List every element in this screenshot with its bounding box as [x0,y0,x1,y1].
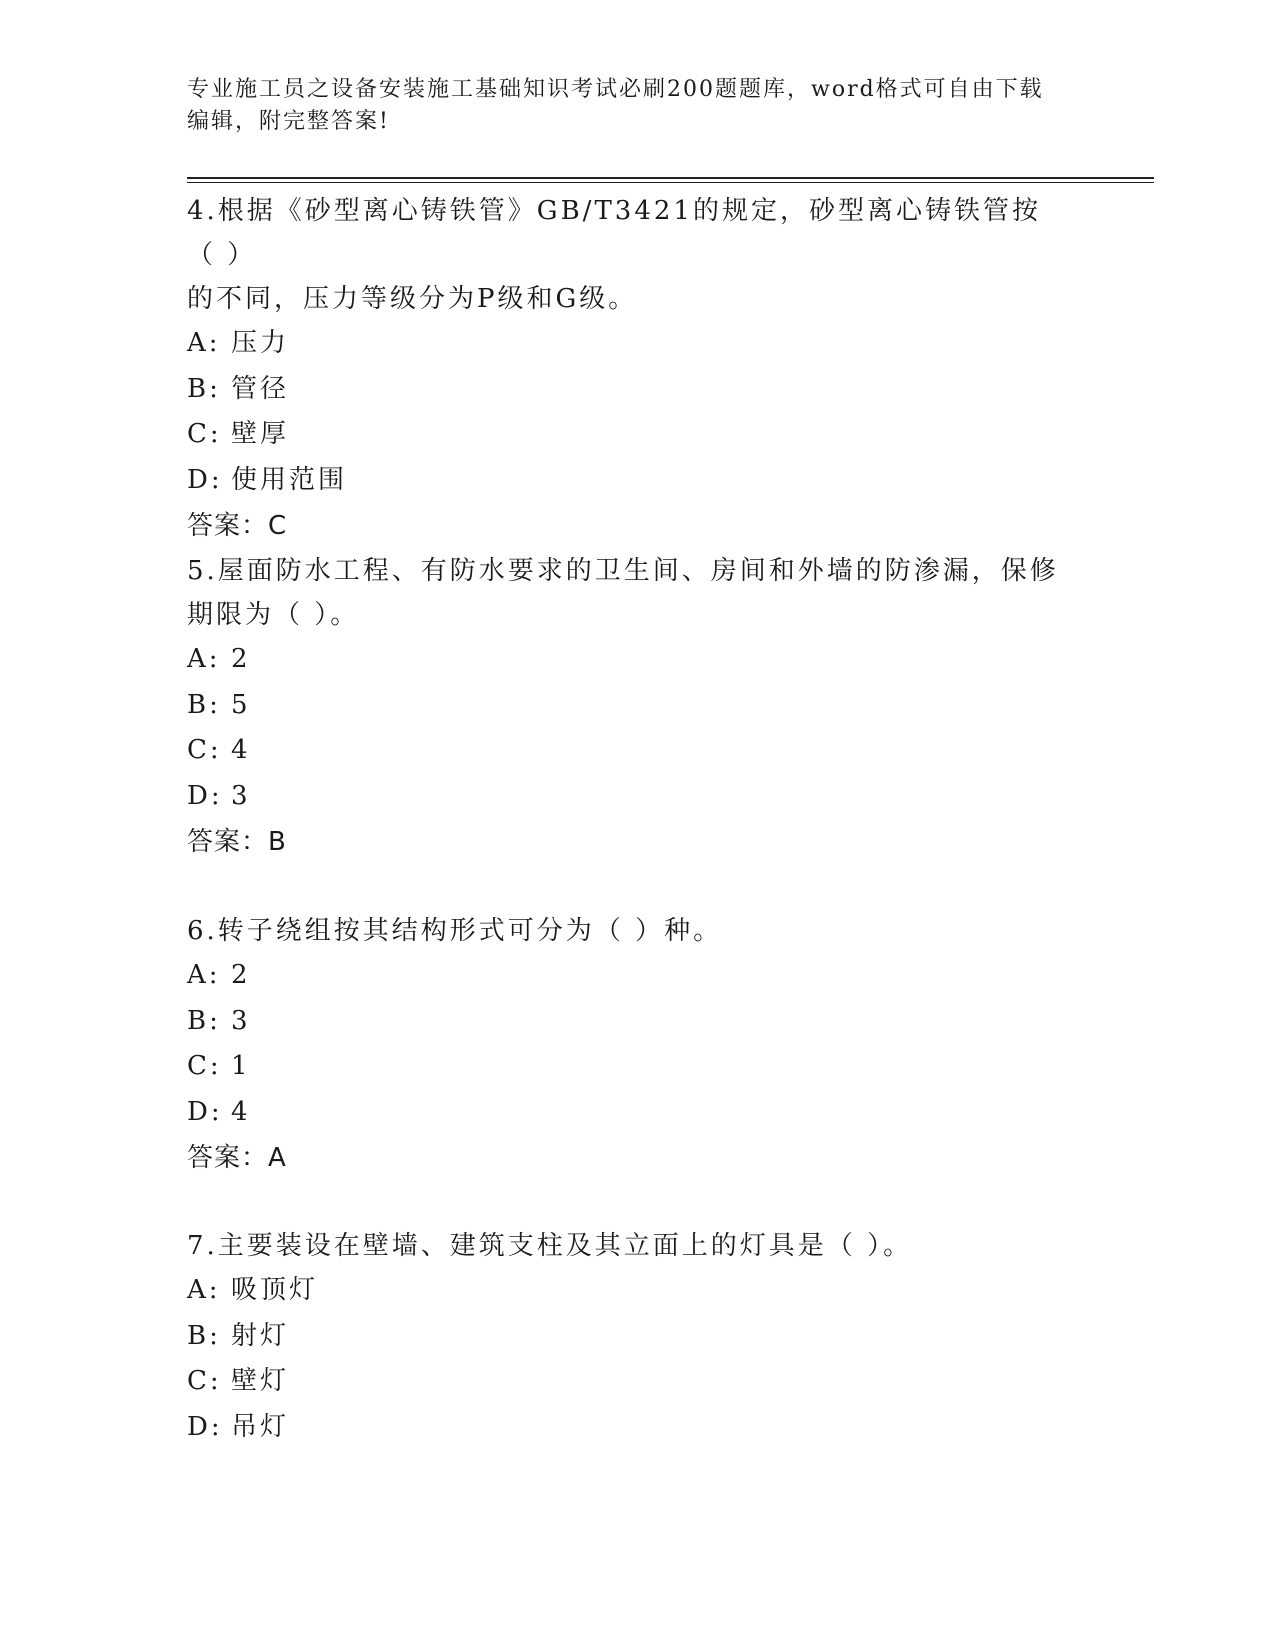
option-text: 射灯 [231,1320,290,1351]
option-key: C: [187,735,222,765]
option-text: 吸顶灯 [231,1275,319,1305]
header-rule-thick [187,177,1154,179]
option-key: C: [187,419,222,449]
option-d [187,458,1067,504]
option-text: 4 [231,1096,251,1127]
option-text: 1 [231,1051,251,1081]
question-4 [187,189,1067,549]
header-line-1: 专业施工员之设备安装施工基础知识考试必刷200题题库，word格式可自由下载 [187,77,1044,102]
answer: 答案：C [187,511,288,541]
document-header [187,74,1087,138]
option-key: D: [187,464,223,495]
option-c [187,728,1067,774]
answer: 答案：A [187,1143,287,1173]
option-key: B: [187,1005,221,1036]
option-text: 4 [231,735,251,765]
option-c [187,412,1067,458]
option-text: 5 [231,689,251,720]
question-7 [187,1224,1067,1450]
option-text: 管径 [231,373,290,404]
answer: 答案：B [187,827,287,857]
option-a [187,953,1067,999]
option-key: A: [187,328,221,358]
option-text: 3 [231,780,251,811]
option-text: 2 [231,960,251,990]
option-c [187,1044,1067,1090]
header-rule-thin [187,182,1154,183]
option-key: A: [187,644,221,674]
option-b [187,683,1067,729]
option-text: 使用范围 [231,464,348,495]
option-a [187,637,1067,683]
header-line-2: 编辑，附完整答案! [187,109,390,134]
option-b [187,367,1067,413]
question-stem: 5.屋面防水工程、有防水要求的卫生间、房间和外墙的防渗漏，保修 [187,556,1059,586]
option-key: B: [187,689,221,720]
option-text: 壁灯 [231,1366,290,1396]
question-stem: 6.转子绕组按其结构形式可分为（ ）种。 [187,916,723,946]
option-d [187,774,1067,820]
option-text: 3 [231,1005,251,1036]
question-6 [187,909,1067,1181]
option-key: B: [187,373,221,404]
option-d [187,1405,1067,1451]
question-stem: 期限为（ ）。 [187,600,360,630]
option-key: B: [187,1320,221,1351]
option-key: A: [187,1275,221,1305]
option-b [187,1314,1067,1360]
option-key: D: [187,1096,223,1127]
option-key: A: [187,960,221,990]
option-key: C: [187,1366,222,1396]
question-stem: 4.根据《砂型离心铸铁管》GB/T3421的规定，砂型离心铸铁管按（ ） [187,196,1041,270]
option-key: C: [187,1051,222,1081]
option-c [187,1359,1067,1405]
option-d [187,1090,1067,1136]
option-a [187,321,1067,367]
option-text: 压力 [231,328,290,358]
option-key: D: [187,1411,223,1442]
option-text: 吊灯 [231,1411,290,1442]
question-5 [187,549,1067,865]
question-stem: 7.主要装设在壁墙、建筑支柱及其立面上的灯具是（ ）。 [187,1231,913,1261]
option-key: D: [187,780,223,811]
option-b [187,999,1067,1045]
question-stem: 的不同，压力等级分为P级和G级。 [187,284,638,314]
option-a [187,1268,1067,1314]
option-text: 2 [231,644,251,674]
option-text: 壁厚 [231,419,290,449]
